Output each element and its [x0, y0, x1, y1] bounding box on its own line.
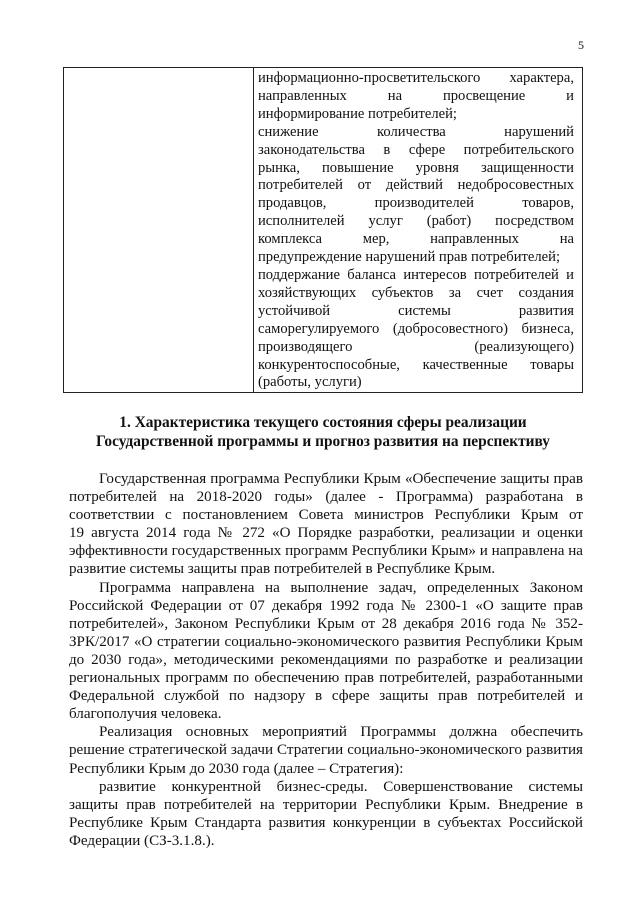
body-line: ЗРК/2017 «О стратегии социально-экономического развития Республики Крым — [69, 633, 583, 650]
body-line: Государственная программа Республики Крым «Обеспечение защиты прав — [99, 471, 583, 487]
table-cell-line: информирование потребителей; — [258, 105, 457, 122]
table-cell-line: саморегулируемого (добросовестного) бизнеса, — [258, 320, 574, 337]
table-cell-line: рынка, повышение уровня защищенности — [258, 159, 574, 176]
body-line: Республики Крым до 2030 года (далее – Стратегия): — [69, 760, 404, 777]
body-line: решение стратегической задачи Стратегии социально-экономического развития — [69, 742, 583, 759]
body-line: Программа направлена на выполнение задач, определенных Законом — [99, 579, 583, 596]
body-line: благополучия человека. — [69, 706, 222, 723]
table-cell-line: (работы, услуги) — [258, 374, 362, 391]
body-line: 19 августа 2014 года № 272 «О Порядке разработки, реализации и оценки — [69, 525, 583, 542]
table-right-cell — [254, 68, 583, 393]
continuation-table — [63, 67, 583, 393]
table-left-cell — [64, 68, 254, 393]
table-cell-line: информационно-просветительского характера, — [258, 70, 574, 86]
table-cell-line: законодательства в сфере потребительского — [258, 141, 574, 158]
body-line: до 2030 года», методическими рекомендациями по разработке и реализации — [69, 651, 583, 668]
body-line: защиты прав потребителей на территории Республики Крым. Внедрение в — [69, 796, 583, 813]
table-cell-line: снижение количества нарушений — [258, 123, 574, 140]
body-line: Реализация основных мероприятий Программы должна обеспечить — [99, 724, 583, 741]
table-cell-line: производящего (реализующего) — [258, 338, 574, 355]
table-cell-line: комплекса мер, направленных на — [258, 231, 574, 248]
table-cell-line: предупреждение нарушений прав потребителей; — [258, 249, 560, 266]
table-cell-line: устойчивой системы развития — [258, 302, 574, 319]
table-cell-line: направленных на просвещение и — [258, 87, 574, 104]
page-number: 5 — [578, 38, 584, 52]
body-text — [69, 470, 583, 850]
body-line: Федерации (СЗ-3.1.8.). — [69, 832, 215, 849]
body-line: эффективности государственных программ Республики Крым» и направлена на — [69, 543, 583, 560]
body-line: развитие системы защиты прав потребителей в Республике Крым. — [69, 561, 496, 578]
table-cell-line: хозяйствующих субъектов за счет создания — [258, 284, 574, 301]
body-line: Федеральной службой по надзору в сфере защиты прав потребителей и — [69, 688, 583, 705]
table-cell-line: потребителей от действий недобросовестных — [258, 177, 574, 194]
table-cell-line: конкурентоспособные, качественные товары — [258, 356, 574, 373]
table-cell-line: исполнителей услуг (работ) посредством — [258, 213, 574, 230]
body-line: соответствии с постановлением Совета министров Республики Крым от — [69, 507, 583, 524]
heading-line: 1. Характеристика текущего состояния сферы реализации — [119, 414, 527, 431]
table-cell-line: продавцов, производителей товаров, — [258, 195, 574, 212]
body-line: региональных программ по обеспечению прав потребителей, разработанными — [69, 670, 583, 687]
table-cell-line: поддержание баланса интересов потребителей и — [258, 266, 574, 283]
body-line: потребителей на 2018-2020 годы» (далее - Программа) разработана в — [69, 489, 583, 506]
body-line: потребителей», Законом Республики Крым от 28 декабря 2016 года № 352- — [69, 615, 583, 632]
body-line: развитие конкурентной бизнес-среды. Совершенствование системы — [99, 778, 583, 795]
body-line: Республике Крым Стандарта развития конкуренции в субъектах Российской — [69, 814, 583, 831]
heading-line: Государственной программы и прогноз развития на перспективу — [95, 433, 551, 450]
body-line: Российской Федерации от 07 декабря 1992 года № 2300-1 «О защите прав — [69, 597, 583, 614]
section-heading — [63, 413, 583, 451]
